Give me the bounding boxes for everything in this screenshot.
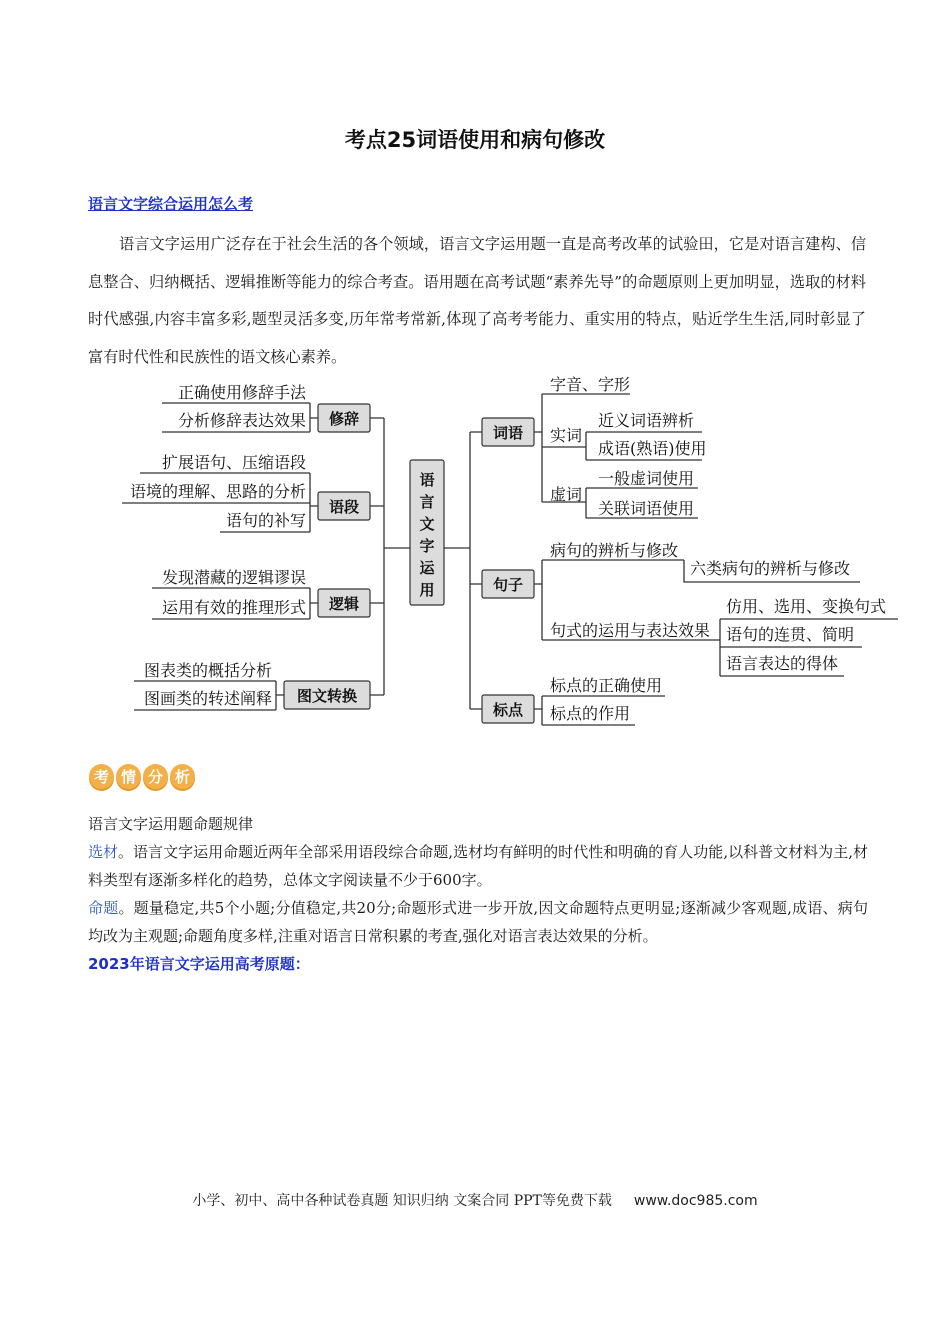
center-char: 运 bbox=[419, 559, 435, 577]
leaf-item: 六类病句的辨析与修改 bbox=[690, 559, 851, 578]
mingti-text: 。题量稳定,共5个小题;分值稳定,共20分;命题形式进一步开放,因文命题特点更明显;逐渐减少客观题,成语、病句均改为主观题;命题角度多样,注重对语言日常积累的考查,强化对语言表达效果的分析。 bbox=[88, 899, 868, 945]
leaf-item: 成语(熟语)使用 bbox=[598, 439, 707, 458]
badge-char: 考 bbox=[89, 764, 114, 789]
page-title: 考点25词语使用和病句修改 bbox=[344, 128, 606, 152]
leaf-item: 发现潜藏的逻辑谬误 bbox=[161, 568, 306, 587]
leaf-item: 运用有效的推理形式 bbox=[161, 598, 306, 617]
mingti-keyword: 命题 bbox=[88, 899, 119, 917]
leaf-item: 字音、字形 bbox=[550, 375, 631, 394]
xuancai-paragraph bbox=[88, 838, 868, 894]
center-char: 字 bbox=[419, 537, 435, 555]
section-link[interactable]: 语言文字综合运用怎么考 bbox=[88, 195, 254, 213]
xuancai-text: 。语言文字运用命题近两年全部采用语段综合命题,选材均有鲜明的时代性和明确的育人功能,以科普文材料为主,材料类型有逐渐多样化的趋势，总体文字阅读量不少于600字。 bbox=[88, 843, 868, 889]
kaoqing-badge bbox=[89, 764, 195, 789]
node-biaodian-label: 标点 bbox=[492, 701, 524, 719]
leaf-item: 近义词语辨析 bbox=[598, 411, 695, 430]
node-tuwen-label: 图文转换 bbox=[296, 687, 358, 705]
xuancai-keyword: 选材 bbox=[88, 843, 119, 861]
leaf-item: 正确使用修辞手法 bbox=[177, 383, 306, 402]
intro-paragraph: 语言文字运用广泛存在于社会生活的各个领域，语言文字运用题一直是高考改革的试验田，它是对语言建构、信息整合、归纳概括、逻辑推断等能力的综合考查。语用题在高考试题“素养先导”的命题原则上更加明显，选取的材料时代感强,内容丰富多彩,题型灵活多变,历年常考常新,体现了高考考能力、重实用的特点，贴近学生生活,同时彰显了富有时代性和民族性的语文核心素养。 bbox=[88, 235, 866, 366]
leaf-item: 扩展语句、压缩语段 bbox=[161, 453, 306, 472]
leaf-item: 语境的理解、思路的分析 bbox=[129, 482, 306, 501]
leaf-item: 语言表达的得体 bbox=[726, 654, 839, 673]
leaf-item: 标点的正确使用 bbox=[550, 676, 663, 695]
badge-char: 析 bbox=[170, 764, 195, 789]
analysis-subtitle: 语言文字运用题命题规律 bbox=[88, 815, 254, 833]
xuci-label: 虚词 bbox=[550, 485, 583, 504]
badge-char: 分 bbox=[143, 764, 168, 789]
leaf-item: 关联词语使用 bbox=[598, 499, 695, 518]
footer-text: 小学、初中、高中各种试卷真题 知识归纳 文案合同 PPT等免费下载 bbox=[192, 1193, 612, 1209]
center-char: 文 bbox=[419, 515, 435, 533]
node-luoji-label: 逻辑 bbox=[328, 595, 360, 613]
leaf-item: 一般虚词使用 bbox=[598, 469, 695, 488]
center-char: 用 bbox=[419, 581, 435, 599]
footer-url[interactable]: www.doc985.com bbox=[633, 1193, 758, 1209]
node-juzi-label: 句子 bbox=[492, 576, 524, 594]
node-ciyu-label: 词语 bbox=[492, 424, 524, 442]
leaf-item: 语句的连贯、简明 bbox=[726, 625, 855, 644]
node-xiuci-label: 修辞 bbox=[328, 410, 360, 428]
badge-char: 情 bbox=[116, 764, 141, 789]
bingju-label: 病句的辨析与修改 bbox=[550, 541, 679, 560]
center-char: 语 bbox=[419, 471, 435, 489]
leaf-item: 图表类的概括分析 bbox=[143, 661, 272, 680]
node-yuduan-label: 语段 bbox=[328, 498, 360, 516]
leaf-item: 仿用、选用、变换句式 bbox=[726, 597, 887, 616]
mingti-paragraph bbox=[88, 894, 868, 950]
footer bbox=[0, 1190, 950, 1210]
shici-label: 实词 bbox=[550, 426, 583, 445]
leaf-item: 分析修辞表达效果 bbox=[177, 411, 306, 430]
leaf-item: 语句的补写 bbox=[225, 511, 306, 530]
analysis-section bbox=[88, 810, 868, 978]
leaf-item: 图画类的转述阐释 bbox=[143, 689, 272, 708]
center-char: 言 bbox=[419, 493, 435, 511]
exam-heading-2023: 2023年语言文字运用高考原题： bbox=[88, 955, 310, 973]
jushi-label: 句式的运用与表达效果 bbox=[550, 621, 711, 640]
mind-map-diagram bbox=[110, 370, 900, 730]
leaf-item: 标点的作用 bbox=[550, 704, 631, 723]
